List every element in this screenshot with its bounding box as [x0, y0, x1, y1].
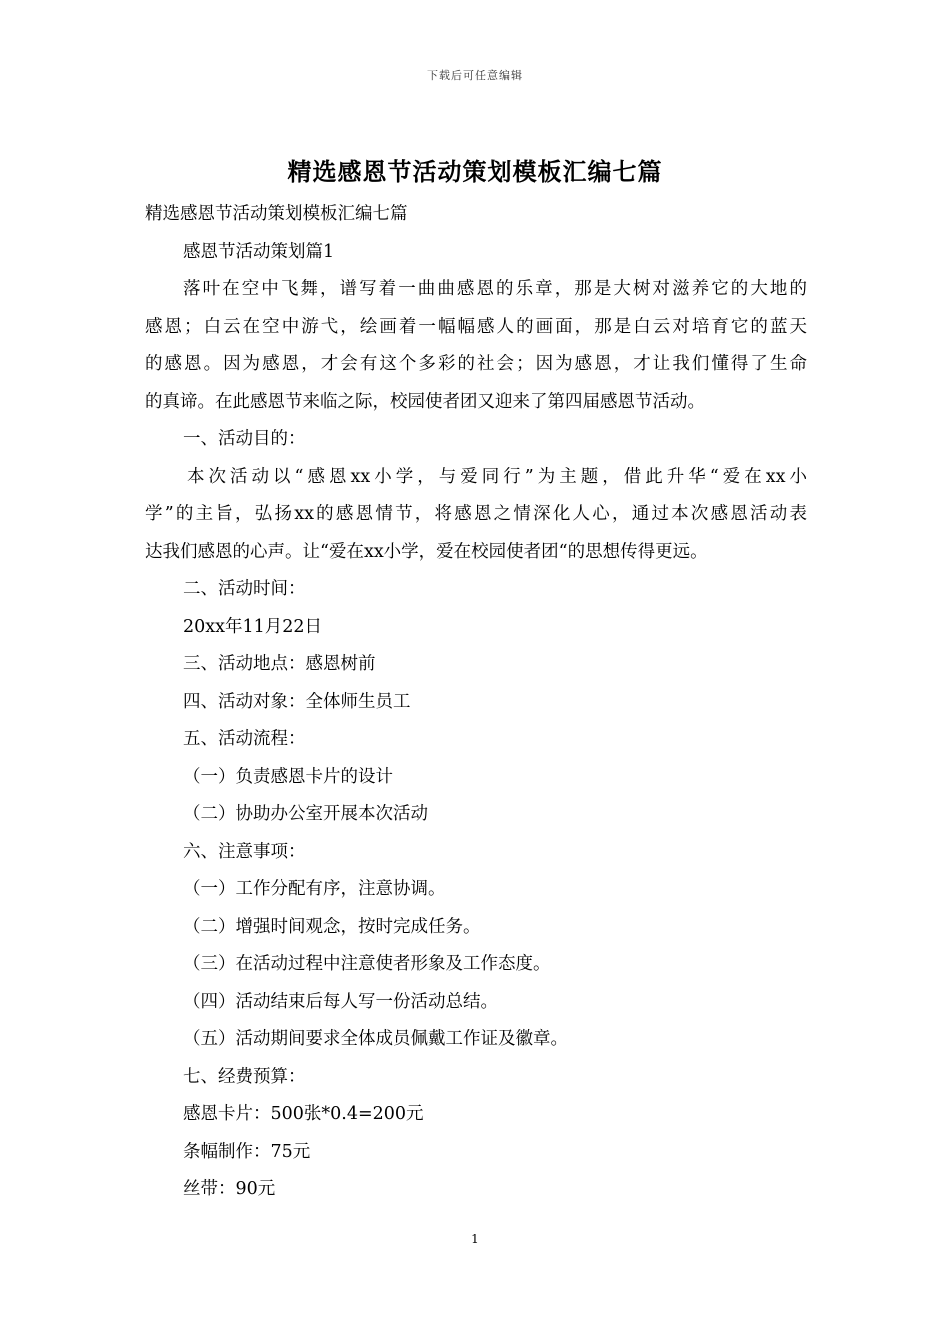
page-number: 1 [471, 1232, 479, 1246]
notes-item: （二）增强时间观念，按时完成任务。 [183, 916, 481, 937]
budget-item: 感恩卡片：500张*0.4=200元 [183, 1104, 424, 1124]
section-heading: 感恩节活动策划篇1 [183, 241, 335, 262]
document-body [145, 196, 807, 1209]
target-line: 四、活动对象：全体师生员工 [183, 691, 411, 712]
subtitle-line: 精选感恩节活动策划模板汇编七篇 [145, 204, 408, 224]
document-title: 精选感恩节活动策划模板汇编七篇 [287, 157, 663, 186]
intro-paragraph-line: 感恩；白云在空中游弋，绘画着一幅幅感人的画面，那是白云对培育它的蓝天 [145, 316, 807, 337]
purpose-heading: 一、活动目的： [183, 429, 306, 449]
budget-item: 丝带：90元 [183, 1179, 276, 1199]
budget-item: 条幅制作：75元 [183, 1141, 311, 1162]
header-note: 下载后可任意编辑 [427, 69, 523, 82]
time-value: 20xx年11月22日 [183, 616, 323, 637]
budget-heading: 七、经费预算： [183, 1066, 306, 1087]
notes-item: （五）活动期间要求全体成员佩戴工作证及徽章。 [183, 1029, 568, 1049]
notes-item: （三）在活动过程中注意使者形象及工作态度。 [183, 954, 551, 974]
place-line: 三、活动地点：感恩树前 [183, 654, 376, 674]
notes-heading: 六、注意事项： [183, 841, 306, 862]
purpose-paragraph-line: 本次活动以“感恩xx小学，与爱同行”为主题，借此升华“爱在xx小 [187, 466, 807, 487]
purpose-paragraph-line: 达我们感恩的心声。让“爱在xx小学，爱在校园使者团“的思想传得更远。 [145, 541, 708, 562]
process-item: （一）负责感恩卡片的设计 [183, 766, 393, 787]
process-heading: 五、活动流程： [183, 729, 306, 749]
purpose-paragraph-line: 学”的主旨，弘扬xx的感恩情节，将感恩之情深化人心，通过本次感恩活动表 [145, 504, 807, 524]
intro-paragraph-line: 落叶在空中飞舞，谱写着一曲曲感恩的乐章，那是大树对滋养它的大地的 [183, 279, 807, 299]
time-heading: 二、活动时间： [183, 579, 306, 599]
notes-item: （一）工作分配有序，注意协调。 [183, 879, 446, 899]
process-item: （二）协助办公室开展本次活动 [183, 804, 428, 824]
intro-paragraph-line: 的感恩。因为感恩，才会有这个多彩的社会；因为感恩，才让我们懂得了生命 [145, 354, 807, 374]
notes-item: （四）活动结束后每人写一份活动总结。 [183, 991, 498, 1012]
intro-paragraph-line: 的真谛。在此感恩节来临之际，校园使者团又迎来了第四届感恩节活动。 [145, 391, 705, 412]
